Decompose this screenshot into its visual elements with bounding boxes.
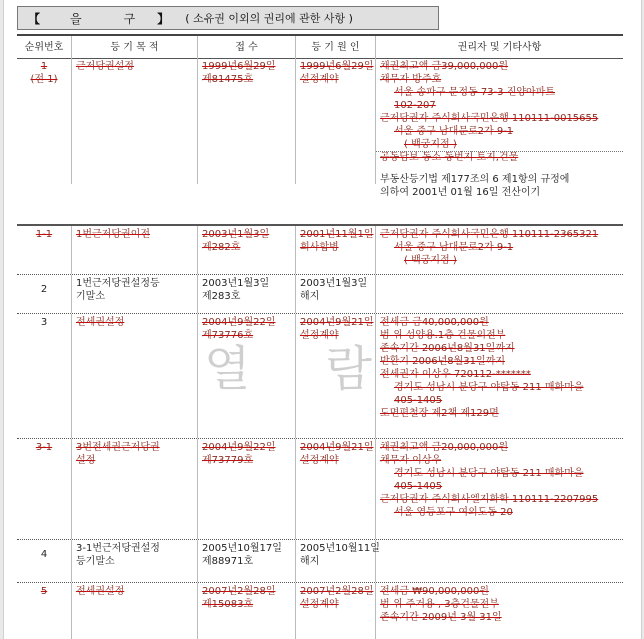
- col-header-rank: 순위번호: [17, 36, 72, 58]
- cause-cell: 1999년6월29일 설정계약: [296, 58, 376, 184]
- details-cell: 전세금 금40,000,000원 범 위 성양용.1층 건물의전부 존속기간 2006년8월31일까지 반환기 2006년8월31일까지 전세권자 이상우 720112-******* 경기도 성남시 분당구 야탑동 211 매화마을 405-1405 도면편철장 제2책 제129면: [380, 317, 584, 419]
- table-row: [17, 439, 623, 540]
- cause-cell: 2005년10월11일 해지: [296, 540, 376, 582]
- section-subtitle: ( 소유권 이외의 권리에 관한 사항 ): [185, 12, 353, 25]
- receipt-cell: 2003년1월3일 제283호: [198, 275, 296, 313]
- registry-page: [3, 0, 642, 639]
- table-row: [17, 540, 623, 583]
- view-watermark: 열 람: [204, 341, 402, 397]
- rank-cell: 3-1: [17, 439, 72, 539]
- note-divider: [376, 151, 623, 152]
- table-row: [17, 58, 623, 198]
- purpose-cell: 3-1번근저당권설정 등기말소: [72, 540, 198, 582]
- cause-cell: 2007년2월28일 설정계약: [296, 583, 376, 639]
- details-cell: 근저당권자 주식회사국민은행 110111-2365321 서울 중구 남대문로2가 9-1 ( 백궁지점 ): [380, 229, 599, 266]
- table-header: [17, 34, 623, 59]
- receipt-cell: 2007년2월28일 제15083호: [198, 583, 296, 639]
- receipt-cell: 2003년1월3일 제282호: [198, 226, 296, 274]
- purpose-cell: 근저당권설정: [72, 58, 198, 184]
- section-char-1: 을: [70, 11, 84, 26]
- details-cell: 채권최고액 금20,000,000원 채무자 이상우 경기도 성남시 분당구 야탑동 211 매화마을 405-1405 근저당권자 주식회사엘지화학 110111-2207995 서울 영등포구 여의도동 20: [380, 442, 599, 518]
- rank-cell: 5: [17, 583, 72, 639]
- receipt-cell: 2004년9월22일 제73776호: [198, 314, 296, 438]
- purpose-cell: 1번근저당권이전: [72, 226, 198, 274]
- section-header: [17, 6, 439, 30]
- col-header-purpose: 등 기 목 적: [72, 36, 198, 58]
- conversion-note: 부동산등기법 제177조의 6 제1항의 규정에 의하여 2001년 01월 16일 전산이기: [380, 174, 570, 198]
- purpose-cell: 전세권설정: [72, 583, 198, 639]
- rank-cell: 1 (전 1): [17, 58, 72, 184]
- receipt-cell: 1999년6월29일 제81475호: [198, 58, 296, 184]
- details-cell: [376, 275, 623, 313]
- purpose-cell: 3번전세권근저당권 설정: [72, 439, 198, 539]
- table-row: [17, 275, 623, 314]
- rank-cell: 4: [17, 540, 72, 582]
- col-header-details: 권리자 및 기타사항: [457, 41, 542, 53]
- purpose-cell: 전세권설정: [72, 314, 198, 438]
- table-row: [17, 583, 623, 639]
- bracket-close: 】: [157, 11, 170, 26]
- col-header-receipt: 접 수: [198, 36, 296, 58]
- rank-cell: 1-1: [17, 226, 72, 274]
- section-char-2: 구: [123, 11, 136, 26]
- cause-cell: 2004년9월21일 설정계약: [296, 314, 376, 438]
- details-cell: [376, 540, 623, 582]
- cause-cell: 2003년1월3일 해지: [296, 275, 376, 313]
- table-row: [17, 226, 623, 275]
- receipt-cell: 2005년10월17일 제88971호: [198, 540, 296, 582]
- cause-cell: 2001년11월1일 회사합병: [296, 226, 376, 274]
- rank-cell: 3: [17, 314, 72, 438]
- purpose-cell: 1번근저당권설정등 기말소: [72, 275, 198, 313]
- table-row: [17, 314, 623, 439]
- receipt-cell: 2004년9월22일 제73779호: [198, 439, 296, 539]
- cause-cell: 2004년9월21일 설정계약: [296, 439, 376, 539]
- details-cell: 채권최고액 금39,000,000원 채무자 방주호 서울 송파구 문정동 73-3 진양아파트 102-207 근저당권자 주식회사국민은행 110111-0015655 서울 중구 남대문로2가 9-1 ( 백궁지점 ) 공동담보 동소 동번지 토지,건물 부동산등기법 제177조의 6 제1항의 규정에 의하여 2001년 01월 16일 전산이기: [376, 58, 623, 184]
- details-cell: 전세금 ₩90,000,000원 범 위 주거용 , 3층건물전부 존속기간 2009년 3월 31일: [380, 586, 502, 623]
- col-header-cause: 등 기 원 인: [296, 36, 376, 58]
- rank-cell: 2: [17, 275, 72, 313]
- bracket-open: 【: [28, 11, 41, 26]
